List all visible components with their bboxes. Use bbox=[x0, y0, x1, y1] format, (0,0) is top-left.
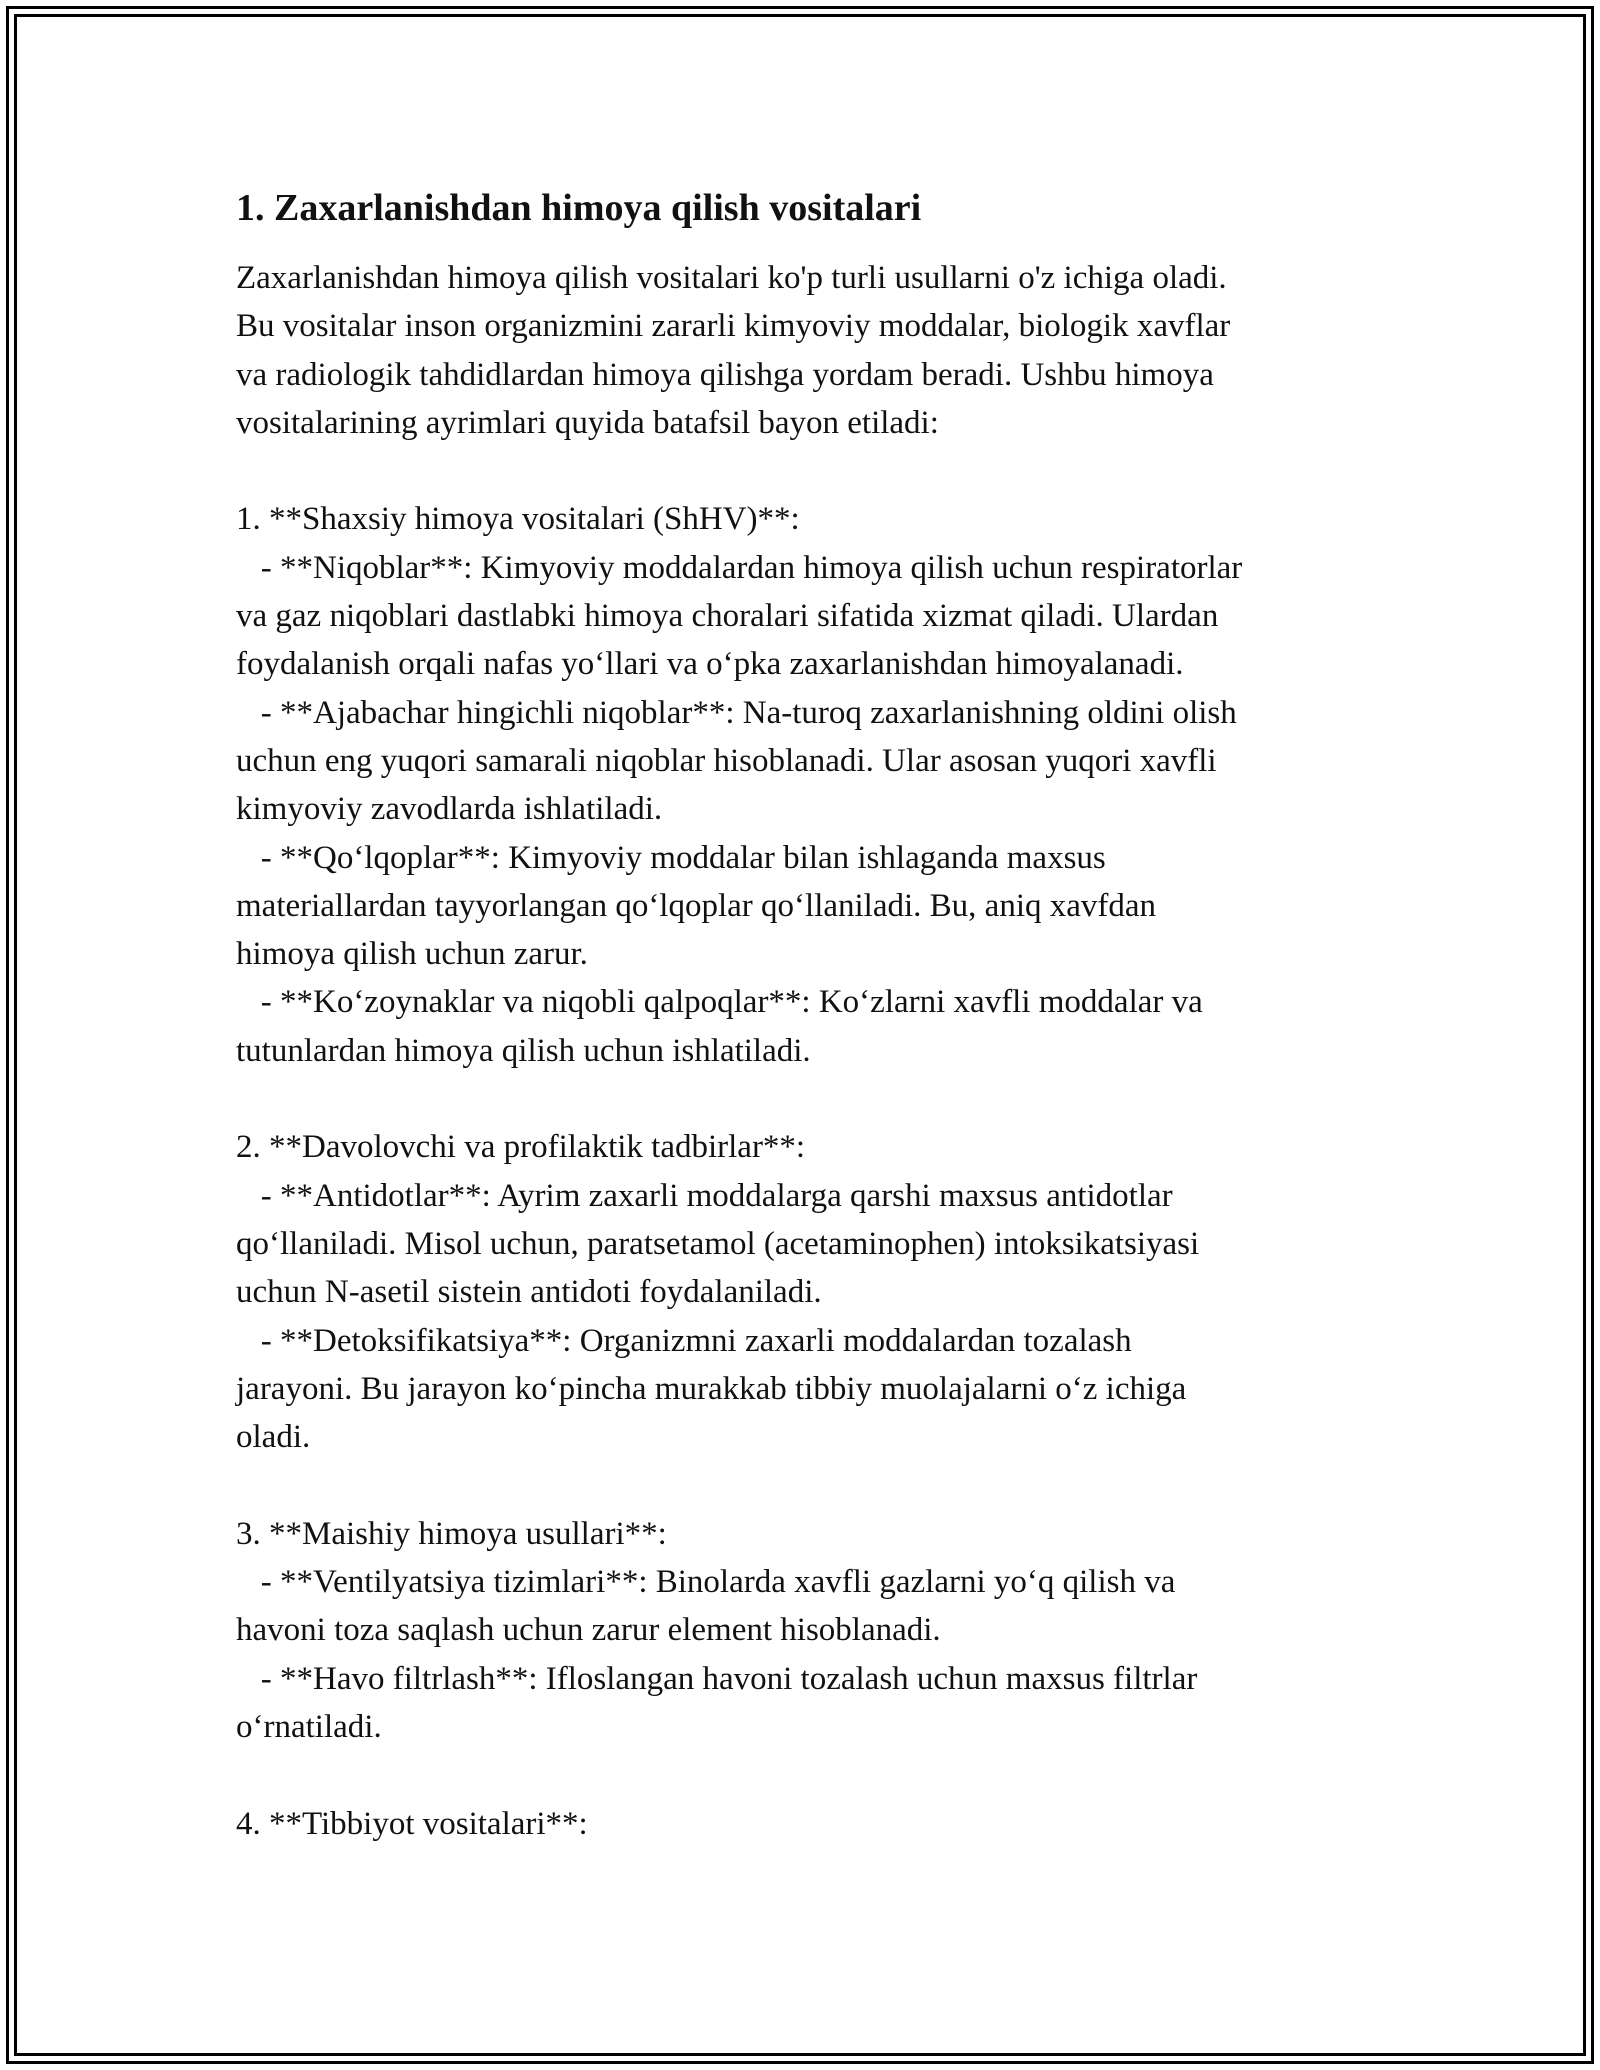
section-heading: 1. Zaxarlanishdan himoya qilish vositalari bbox=[236, 187, 922, 229]
document-content bbox=[236, 186, 1376, 1848]
body-text: Zaxarlanishdan himoya qilish vositalari ko'p turli usullarni o'z ichiga oladi. Bu vositalar inson organizmini zararli kimyoviy moddalar, biologik xavflar va radiologik tahdidlardan himoya qilishga yordam beradi. Ushbu himoya vositalarining ayrimlari quyida batafsil bayon etiladi: 1. **Shaxsiy himoya vositalari (ShHV)**: - **Niqoblar**: Kimyoviy moddalardan himoya qilish uchun respiratorlar va gaz niqoblari dastlabki himoya choralari sifatida xizmat qiladi. Ulardan foydalanish orqali nafas yo‘llari va o‘pka zaxarlanishdan himoyalanadi. - **Ajabachar hingichli niqoblar**: Na-turoq zaxarlanishning oldini olish uchun eng yuqori samarali niqoblar hisoblanadi. Ular asosan yuqori xavfli kimyoviy zavodlarda ishlatiladi. - **Qo‘lqoplar**: Kimyoviy moddalar bilan ishlaganda maxsus materiallardan tayyorlangan qo‘lqoplar qo‘llaniladi. Bu, aniq xavfdan himoya qilish uchun zarur. - **Ko‘zoynaklar va niqobli qalpoqlar**: Ko‘zlarni xavfli moddalar va tutunlardan himoya qilish uchun ishlatiladi. 2. **Davolovchi va profilaktik tadbirlar**: - **Antidotlar**: Ayrim zaxarli moddalarga qarshi maxsus antidotlar qo‘llaniladi. Misol uchun, paratsetamol (acetaminophen) intoksikatsiyasi uchun N-asetil sistein antidoti foydalaniladi. - **Detoksifikatsiya**: Organizmni zaxarli moddalardan tozalash jarayoni. Bu jarayon ko‘pincha murakkab tibbiy muolajalarni o‘z ichiga oladi. 3. **Maishiy himoya usullari**: - **Ventilyatsiya tizimlari**: Binolarda xavfli gazlarni yo‘q qilish va havoni toza saqlash uchun zarur element hisoblanadi. - **Havo filtrlash**: Ifloslangan havoni tozalash uchun maxsus filtrlar o‘rnatiladi. 4. **Tibbiyot vositalari**: bbox=[236, 260, 1243, 1842]
